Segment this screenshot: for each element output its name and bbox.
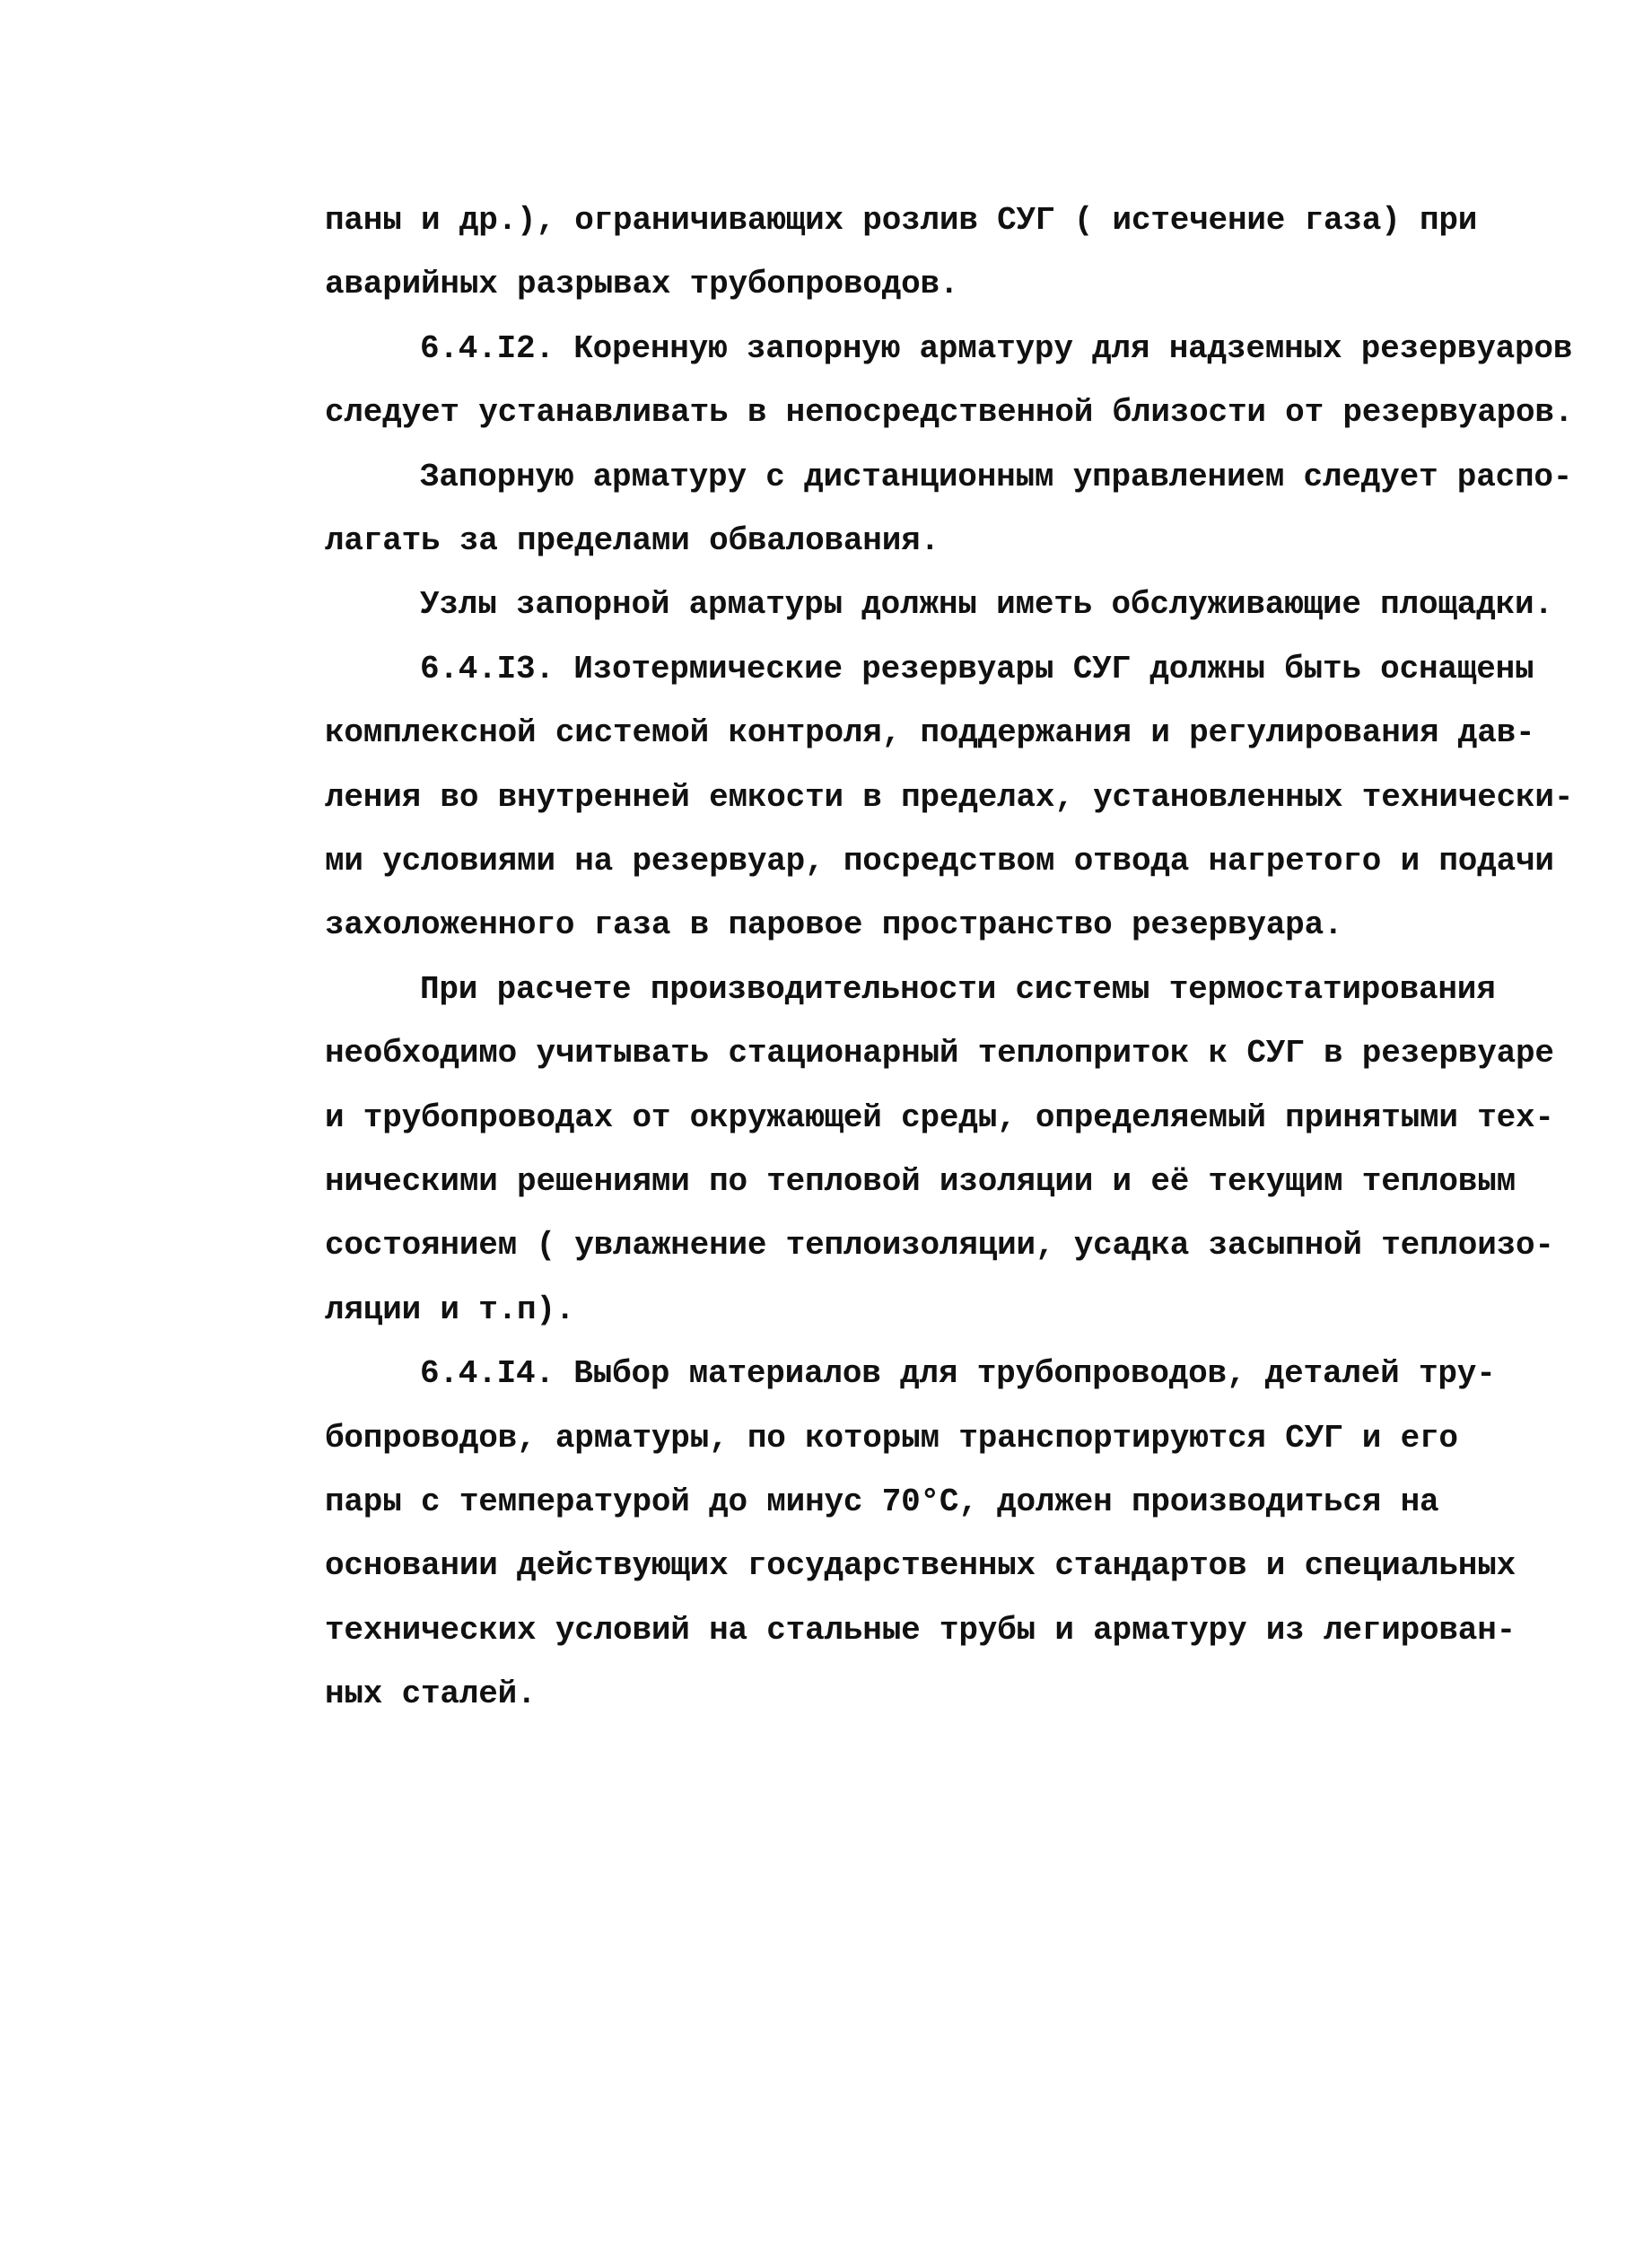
- text-line: пары с температурой до минус 70°С, должен производиться на: [325, 1483, 1439, 1520]
- text-line: необходимо учитывать стационарный теплоприток к СУГ в резервуаре: [325, 1035, 1554, 1072]
- text-line: захоложенного газа в паровое пространство резервуара.: [325, 906, 1343, 944]
- text-line: 6.4.I4. Выбор материалов для трубопроводов, деталей тру-: [420, 1355, 1496, 1393]
- text-line: ми условиями на резервуар, посредством отвода нагретого и подачи: [325, 843, 1554, 879]
- text-line: Узлы запорной арматуры должны иметь обслуживающие площадки.: [420, 586, 1553, 624]
- text-line: лагать за пределами обвалования.: [325, 522, 940, 559]
- text-line: ления во внутренней емкости в пределах, установленных технически-: [325, 778, 1574, 816]
- text-line: Запорную арматуру с дистанционным управлением следует распо-: [420, 458, 1573, 495]
- text-line: следует устанавливать в непосредственной близости от резервуаров.: [325, 394, 1574, 432]
- text-line: ляции и т.п).: [325, 1291, 575, 1328]
- text-line: 6.4.I3. Изотермические резервуары СУГ должны быть оснащены: [420, 650, 1534, 687]
- text-line: 6.4.I2. Коренную запорную арматуру для надземных резервуаров: [420, 329, 1573, 367]
- text-line: бопроводов, арматуры, по которым транспортируются СУГ и его: [325, 1419, 1458, 1457]
- text-line: аварийных разрывах трубопроводов.: [325, 266, 959, 303]
- text-line: ническими решениями по тепловой изоляции и её текущим тепловым: [325, 1163, 1517, 1200]
- text-line: и трубопроводах от окружающей среды, определяемый принятыми тех-: [325, 1098, 1554, 1136]
- text-line: паны и др.), ограничивающих розлив СУГ ( истечение газа) при: [325, 202, 1478, 239]
- text-line: ных сталей.: [325, 1676, 537, 1713]
- text-line: При расчете производительности системы термостатирования: [420, 970, 1496, 1008]
- text-line: технических условий на стальные трубы и арматуру из легирован-: [325, 1611, 1517, 1649]
- text-line: комплексной системой контроля, поддержания и регулирования дав-: [325, 714, 1535, 752]
- text-line: основании действующих государственных стандартов и специальных: [325, 1547, 1517, 1585]
- text-line: состоянием ( увлажнение теплоизоляции, усадка засыпной теплоизо-: [325, 1227, 1554, 1265]
